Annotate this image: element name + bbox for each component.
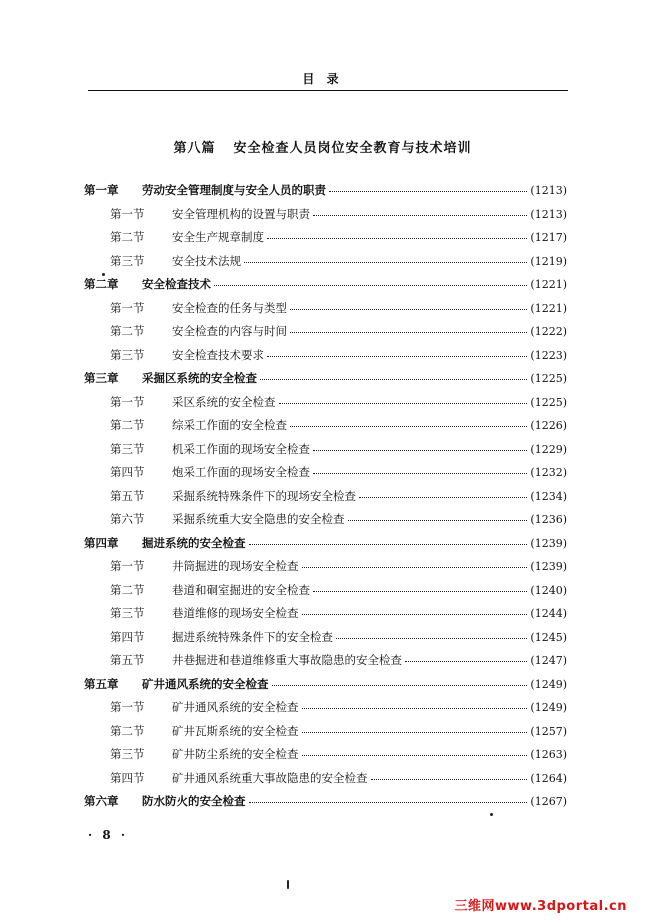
dot-leader [267,346,527,357]
toc-entry-label: 第一节 [110,700,145,714]
toc-entry-title: 安全检查的任务与类型 [172,300,287,315]
toc-section-row [110,557,567,575]
toc-entry-page: (1257) [530,724,567,738]
toc-entry-label: 第一章 [84,183,119,197]
toc-entry-title: 安全管理机构的设置与职责 [172,206,310,221]
toc-section-row [110,628,567,646]
toc-entry-label: 第二节 [110,230,145,244]
dot-leader [244,252,527,263]
dot-leader [290,416,527,427]
toc-entry-title: 采掘区系统的安全检查 [142,371,257,385]
toc-entry-title: 矿井通风系统的安全检查 [142,676,269,691]
dot-leader [359,487,527,498]
toc-entry-label: 第五章 [84,676,119,691]
toc-entry-title: 采掘系统特殊条件下的现场安全检查 [172,488,356,503]
toc-section-row [110,322,567,340]
toc-entry-page: (1229) [530,442,567,456]
toc-section-row [110,722,567,740]
toc-entry-title: 井巷掘进和巷道维修重大事故隐患的安全检查 [172,653,402,667]
toc-entry-title: 炮采工作面的现场安全检查 [172,465,310,479]
toc-chapter-row [84,534,567,552]
toc-entry-title: 巷道维修的现场安全检查 [172,606,299,620]
toc-section-row [110,463,567,481]
toc-entry-page: (1263) [530,748,567,761]
toc-entry-label: 第六节 [110,512,145,526]
toc-entry-page: (1223) [530,348,567,362]
toc-entry-label: 第一节 [110,206,145,221]
toc-entry-label: 第一节 [110,559,145,573]
toc-section-row [110,440,567,458]
toc-entry-title: 掘进系统的安全检查 [142,535,246,550]
toc-entry-page: (1217) [530,231,567,244]
toc-section-row [110,604,567,622]
dot-leader [249,792,528,803]
toc-chapter-row [84,275,567,293]
toc-entry-label: 第二节 [110,723,145,738]
toc-entry-title: 采掘系统重大安全隐患的安全检查 [172,512,345,526]
dot-leader [260,369,527,380]
dot-leader [348,510,528,521]
toc-entry-label: 第二节 [110,418,145,432]
toc-entry-title: 矿井通风系统重大事故隐患的安全检查 [172,770,368,785]
dot-leader [272,675,528,686]
page-number: · 8 · [88,828,129,842]
toc-entry-title: 防水防火的安全检查 [142,794,246,808]
toc-entry-page: (1236) [530,513,567,526]
toc-entry-page: (1221) [530,278,567,291]
toc-entry-title: 安全技术法规 [172,253,241,268]
toc-entry-page: (1249) [530,677,567,691]
dot-leader [214,275,527,286]
toc-chapter-row [84,675,567,693]
toc-entry-title: 掘进系统特殊条件下的安全检查 [172,629,333,644]
dot-leader [313,205,527,216]
watermark: 三维网www.3dportal.cn [454,899,627,914]
scan-speck [287,880,289,889]
toc-entry-title: 综采工作面的安全检查 [172,418,287,432]
toc-entry-title: 劳动安全管理制度与安全人员的职责 [142,183,326,197]
toc-entry-title: 巷道和硐室掘进的安全检查 [172,582,310,597]
toc-entry-page: (1244) [530,607,567,620]
toc-entry-title: 安全生产规章制度 [172,230,264,244]
toc-entry-page: (1247) [530,654,567,667]
dot-leader [249,534,528,545]
toc-entry-title: 采区系统的安全检查 [172,394,276,409]
dot-leader [302,745,528,756]
toc-entry-label: 第六章 [84,794,119,808]
dot-leader [302,698,528,709]
toc-entry-title: 安全检查技术 [142,277,211,291]
toc-section-row [110,487,567,505]
toc-entry-label: 第三节 [110,606,145,620]
toc-entry-label: 第五节 [110,488,145,503]
scan-speck [102,273,105,276]
toc-entry-page: (1213) [530,184,567,197]
toc-section-row [110,346,567,364]
toc-section-row [110,228,567,246]
toc-section-row [110,393,567,411]
dot-leader [302,722,528,733]
dot-leader [290,299,527,310]
toc-entry-label: 第三节 [110,253,145,268]
toc-section-row [110,416,567,434]
toc-entry-label: 第五节 [110,653,145,667]
toc-entry-page: (1221) [530,301,567,315]
toc-section-row [110,745,567,763]
dot-leader [313,463,527,474]
dot-leader [279,393,528,404]
toc-entry-label: 第三节 [110,747,145,761]
scan-speck [490,813,493,816]
header-title: 目 录 [302,72,343,86]
dot-leader [313,581,527,592]
toc-chapter-row [84,792,567,810]
toc-chapter-row [84,369,567,387]
toc-entry-page: (1225) [530,372,567,385]
toc-section-row [110,581,567,599]
toc-section-row [110,510,567,528]
toc-chapter-row [84,181,567,199]
toc-entry-page: (1239) [530,560,567,573]
dot-leader [336,628,527,639]
dot-leader [313,440,527,451]
toc-entry-label: 第三节 [110,347,145,362]
part-number: 第八篇 [173,141,216,156]
toc-entry-label: 第四节 [110,629,145,644]
dot-leader [267,228,527,239]
dot-leader [371,769,528,780]
part-heading [0,137,645,156]
toc-entry-page: (1267) [530,795,567,808]
toc-entry-page: (1249) [530,701,567,714]
toc-entry-label: 第二节 [110,582,145,597]
toc-entry-title: 安全检查技术要求 [172,347,264,362]
toc-entry-label: 第四章 [84,535,119,550]
toc-entry-label: 第一节 [110,300,145,315]
toc-entry-page: (1225) [530,395,567,409]
dot-leader [405,651,527,662]
toc-entry-label: 第二节 [110,324,145,338]
toc-entry-title: 安全检查的内容与时间 [172,324,287,338]
toc-entry-page: (1219) [530,254,567,268]
toc-section-row [110,651,567,669]
toc-entry-title: 矿井防尘系统的安全检查 [172,747,299,761]
toc-entry-page: (1213) [530,207,567,221]
toc-entry-title: 矿井瓦斯系统的安全检查 [172,723,299,738]
toc-entry-label: 第四节 [110,770,145,785]
toc-section-row [110,299,567,317]
toc-section-row [110,205,567,223]
toc-entry-label: 第二章 [84,277,119,291]
part-title: 安全检查人员岗位安全教育与技术培训 [233,141,472,156]
toc-entry-page: (1226) [530,419,567,432]
toc-entry-title: 机采工作面的现场安全检查 [172,441,310,456]
dot-leader [290,322,527,333]
toc-entry-page: (1264) [530,771,567,785]
dot-leader [329,181,527,192]
toc-entry-page: (1245) [530,630,567,644]
dot-leader [302,557,528,568]
toc-section-row [110,252,567,270]
toc-entry-label: 第一节 [110,394,145,409]
toc-section-row [110,769,567,787]
toc-entry-title: 矿井通风系统的安全检查 [172,700,299,714]
toc-entry-label: 第三章 [84,371,119,385]
toc-entry-label: 第四节 [110,465,145,479]
dot-leader [302,604,528,615]
toc-entry-page: (1239) [530,536,567,550]
toc-entry-page: (1240) [530,583,567,597]
toc-section-row [110,698,567,716]
toc-entry-title: 井筒掘进的现场安全检查 [172,559,299,573]
header-rule [88,90,568,91]
toc-entry-page: (1234) [530,489,567,503]
toc-entry-label: 第三节 [110,441,145,456]
toc-entry-page: (1222) [530,325,567,338]
toc-entry-page: (1232) [530,466,567,479]
